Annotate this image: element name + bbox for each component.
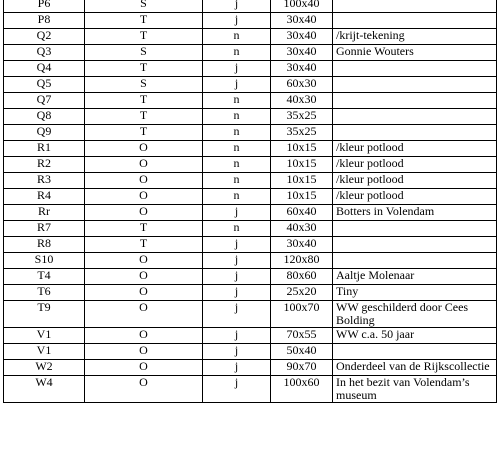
table-row — [4, 157, 497, 173]
cell-code: Q4 — [4, 61, 85, 77]
cell-size: 100x70 — [271, 301, 333, 328]
table-row — [4, 221, 497, 237]
cell-note: Gonnie Wouters — [333, 45, 497, 61]
cell-note — [333, 0, 497, 13]
cell-size: 10x15 — [271, 157, 333, 173]
cell-note — [333, 109, 497, 125]
cell-flag: j — [203, 13, 271, 29]
cell-note: /kleur potlood — [333, 173, 497, 189]
cell-type: O — [85, 328, 203, 344]
cell-flag: n — [203, 189, 271, 205]
cell-code: R4 — [4, 189, 85, 205]
cell-code: Q8 — [4, 109, 85, 125]
cell-flag: j — [203, 269, 271, 285]
cell-size: 25x20 — [271, 285, 333, 301]
table-row — [4, 376, 497, 403]
cell-type: O — [85, 269, 203, 285]
cell-size: 100x40 — [271, 0, 333, 13]
cell-size: 70x55 — [271, 328, 333, 344]
cell-flag: j — [203, 376, 271, 403]
cell-note — [333, 344, 497, 360]
cell-code: P6 — [4, 0, 85, 13]
cell-size: 10x15 — [271, 141, 333, 157]
table-row — [4, 61, 497, 77]
table-row — [4, 189, 497, 205]
cell-code: Q5 — [4, 77, 85, 93]
cell-code: Q7 — [4, 93, 85, 109]
cell-size: 60x30 — [271, 77, 333, 93]
table-row — [4, 77, 497, 93]
table-row — [4, 45, 497, 61]
cell-size: 90x70 — [271, 360, 333, 376]
cell-flag: j — [203, 328, 271, 344]
cell-note: Onderdeel van de Rijkscollectie — [333, 360, 497, 376]
cell-size: 80x60 — [271, 269, 333, 285]
cell-type: O — [85, 376, 203, 403]
cell-code: Q3 — [4, 45, 85, 61]
cell-type: O — [85, 253, 203, 269]
cell-type: T — [85, 93, 203, 109]
cell-size: 30x40 — [271, 29, 333, 45]
cell-note: /kleur potlood — [333, 141, 497, 157]
cell-type: O — [85, 173, 203, 189]
cell-flag: n — [203, 109, 271, 125]
cell-code: T9 — [4, 301, 85, 328]
cell-flag: j — [203, 61, 271, 77]
table-row — [4, 269, 497, 285]
cell-flag: n — [203, 93, 271, 109]
cell-type: T — [85, 125, 203, 141]
table-row — [4, 173, 497, 189]
cell-flag: n — [203, 157, 271, 173]
table-row — [4, 253, 497, 269]
cell-note: WW c.a. 50 jaar — [333, 328, 497, 344]
table-row — [4, 29, 497, 45]
cell-type: T — [85, 13, 203, 29]
cell-note — [333, 77, 497, 93]
cell-type: O — [85, 157, 203, 173]
table-row — [4, 109, 497, 125]
table-row — [4, 93, 497, 109]
cell-note: In het bezit van Volendam’s museum — [333, 376, 497, 403]
cell-code: T4 — [4, 269, 85, 285]
cell-type: S — [85, 0, 203, 13]
cell-note — [333, 237, 497, 253]
cell-flag: j — [203, 0, 271, 13]
cell-size: 40x30 — [271, 221, 333, 237]
cell-type: O — [85, 285, 203, 301]
cell-flag: j — [203, 253, 271, 269]
cell-flag: n — [203, 29, 271, 45]
cell-type: T — [85, 61, 203, 77]
cell-flag: n — [203, 45, 271, 61]
cell-flag: n — [203, 173, 271, 189]
cell-note: WW geschilderd door Cees Bolding — [333, 301, 497, 328]
cell-type: O — [85, 189, 203, 205]
cell-code: T6 — [4, 285, 85, 301]
cell-note: /kleur potlood — [333, 189, 497, 205]
cell-flag: j — [203, 301, 271, 328]
cell-size: 10x15 — [271, 173, 333, 189]
cell-flag: n — [203, 141, 271, 157]
cell-size: 100x60 — [271, 376, 333, 403]
cell-note: Aaltje Molenaar — [333, 269, 497, 285]
cell-flag: j — [203, 205, 271, 221]
table-row — [4, 328, 497, 344]
cell-size: 50x40 — [271, 344, 333, 360]
table-row — [4, 125, 497, 141]
cell-type: T — [85, 29, 203, 45]
cell-note: Botters in Volendam — [333, 205, 497, 221]
cell-flag: n — [203, 125, 271, 141]
table-row — [4, 0, 497, 13]
cell-type: O — [85, 360, 203, 376]
cell-size: 30x40 — [271, 61, 333, 77]
table-row — [4, 141, 497, 157]
table-row — [4, 13, 497, 29]
cell-code: R2 — [4, 157, 85, 173]
cell-flag: n — [203, 221, 271, 237]
cell-code: R7 — [4, 221, 85, 237]
cell-flag: j — [203, 344, 271, 360]
cell-note — [333, 93, 497, 109]
artwork-table-body — [4, 0, 497, 403]
cell-code: Q2 — [4, 29, 85, 45]
cell-type: S — [85, 45, 203, 61]
cell-code: W4 — [4, 376, 85, 403]
cell-flag: j — [203, 360, 271, 376]
cell-code: P8 — [4, 13, 85, 29]
cell-note — [333, 221, 497, 237]
table-row — [4, 360, 497, 376]
cell-size: 10x15 — [271, 189, 333, 205]
cell-code: R8 — [4, 237, 85, 253]
cell-note — [333, 13, 497, 29]
table-row — [4, 205, 497, 221]
cell-flag: j — [203, 285, 271, 301]
cell-size: 30x40 — [271, 45, 333, 61]
cell-size: 40x30 — [271, 93, 333, 109]
cell-code: W2 — [4, 360, 85, 376]
cell-size: 60x40 — [271, 205, 333, 221]
cell-size: 30x40 — [271, 237, 333, 253]
cell-note — [333, 253, 497, 269]
cell-type: O — [85, 301, 203, 328]
cell-code: Rr — [4, 205, 85, 221]
cell-size: 30x40 — [271, 13, 333, 29]
cell-code: R1 — [4, 141, 85, 157]
cell-note — [333, 125, 497, 141]
cell-code: S10 — [4, 253, 85, 269]
artwork-table — [3, 0, 497, 403]
cell-code: Q9 — [4, 125, 85, 141]
table-row — [4, 237, 497, 253]
cell-type: O — [85, 205, 203, 221]
cell-note: Tiny — [333, 285, 497, 301]
cell-code: V1 — [4, 344, 85, 360]
cell-code: V1 — [4, 328, 85, 344]
cell-type: O — [85, 141, 203, 157]
cell-size: 35x25 — [271, 125, 333, 141]
cell-flag: j — [203, 77, 271, 93]
cell-type: S — [85, 77, 203, 93]
table-row — [4, 301, 497, 328]
cell-type: O — [85, 344, 203, 360]
cell-note: /krijt-tekening — [333, 29, 497, 45]
cell-note: /kleur potlood — [333, 157, 497, 173]
table-row — [4, 344, 497, 360]
cell-flag: j — [203, 237, 271, 253]
cell-type: T — [85, 221, 203, 237]
cell-type: T — [85, 109, 203, 125]
cell-code: R3 — [4, 173, 85, 189]
cell-size: 35x25 — [271, 109, 333, 125]
cell-note — [333, 61, 497, 77]
table-row — [4, 285, 497, 301]
cell-size: 120x80 — [271, 253, 333, 269]
cell-type: T — [85, 237, 203, 253]
